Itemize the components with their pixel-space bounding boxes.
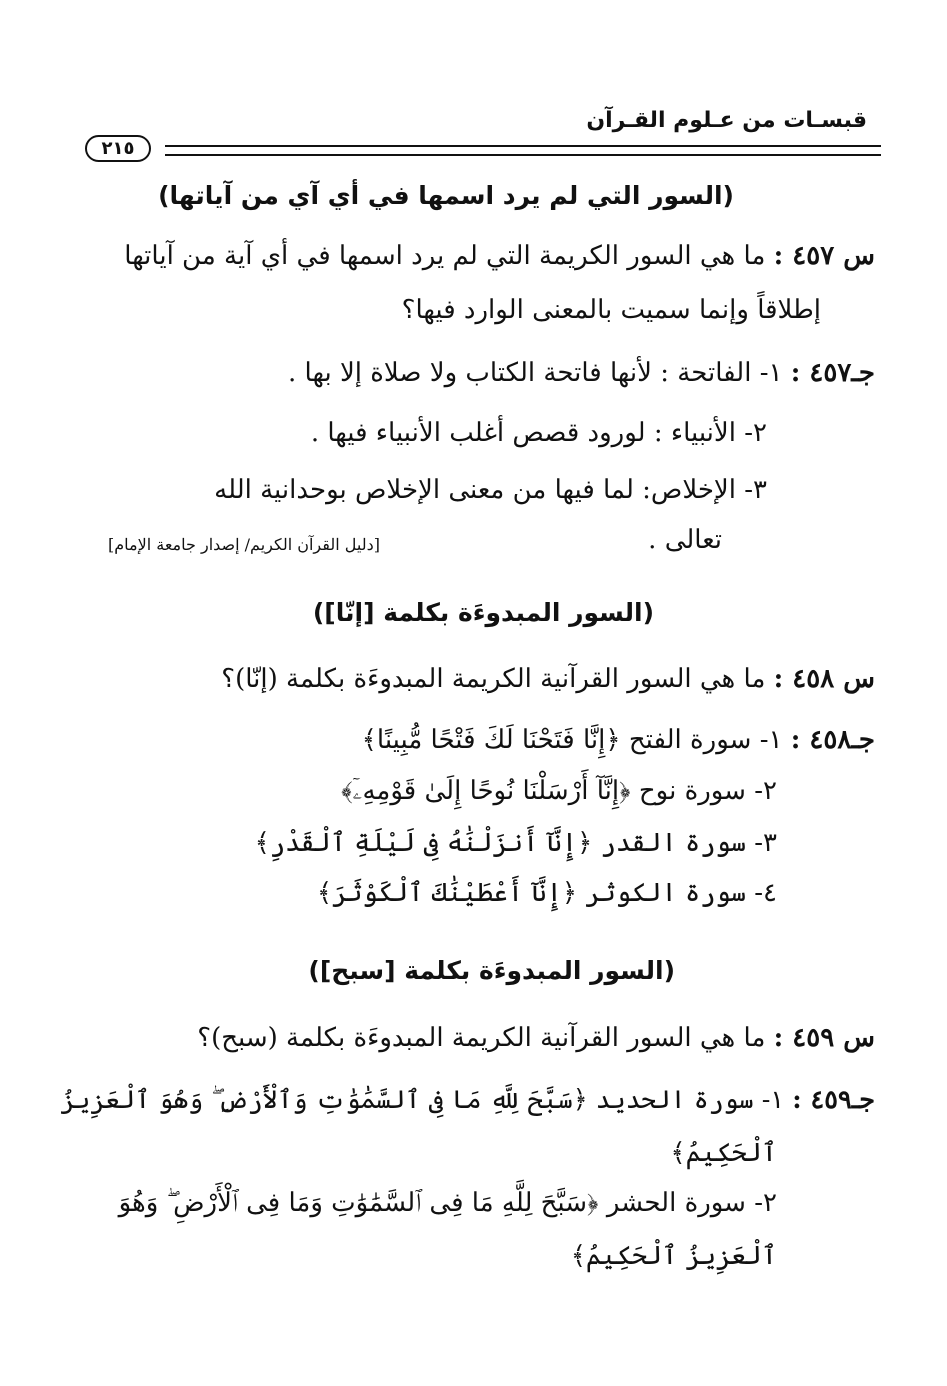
answer-line bbox=[60, 1085, 875, 1115]
answer-item-1-continued: ٱلْحَكِيمُ﴾ bbox=[670, 1138, 777, 1168]
answer-label: جـ٤٥٧ : bbox=[790, 358, 875, 388]
question-label: س ٤٥٧ : bbox=[773, 241, 875, 271]
answer-item-1: ١- سورة الحديد ﴿سَبَّحَ لِلَّهِ مَا فِى ٱلسَّمَٰوَٰتِ وَٱلْأَرْضِ ۖ وَهُوَ ٱلْعَزِيزُ bbox=[60, 1085, 785, 1115]
answer-item-3: ٣- الإخلاص: لما فيها من معنى الإخلاص بوحدانية الله bbox=[214, 475, 767, 505]
question-text: ما هي السور الكريمة التي لم يرد اسمها في أي آية من آياتها bbox=[124, 241, 766, 271]
answer-item-3: ٣- سورة القدر ﴿إِنَّآ أَنزَلْنَٰهُ فِى لَيْلَةِ ٱلْقَدْرِ﴾ bbox=[254, 828, 777, 858]
header-rule bbox=[165, 145, 881, 156]
answer-item-1: ١- سورة الفتح ﴿إِنَّا فَتَحْنَا لَكَ فَتْحًا مُّبِينًا﴾ bbox=[361, 725, 783, 755]
section-heading: (السور المبدوءَة بكلمة [سبح]) bbox=[308, 956, 675, 985]
answer-item-2: ٢- سورة نوح ﴿إِنَّآ أَرْسَلْنَا نُوحًا إِلَىٰ قَوْمِهِۦٓ﴾ bbox=[341, 776, 777, 806]
answer-item-2: ٢- سورة الحشر ﴿سَبَّحَ لِلَّهِ مَا فِى ٱلسَّمَٰوَٰتِ وَمَا فِى ٱلْأَرْضِ ۖ وَهُوَ bbox=[118, 1188, 777, 1218]
answer-label: جـ٤٥٩ : bbox=[792, 1085, 875, 1115]
source-citation: [دليل القرآن الكريم/ إصدار جامعة الإمام] bbox=[108, 535, 380, 554]
question-line bbox=[221, 666, 875, 692]
answer-item-4: ٤- سورة الكوثر ﴿إِنَّآ أَعْطَيْنَٰكَ ٱلْكَوْثَرَ﴾ bbox=[316, 878, 777, 908]
answer-item-2-continued: ٱلْعَزِيزُ ٱلْحَكِيمُ﴾ bbox=[570, 1241, 777, 1271]
answer-line bbox=[288, 360, 875, 386]
question-line bbox=[197, 1025, 875, 1051]
section-heading: (السور المبدوءَة بكلمة [إنّا]) bbox=[312, 598, 654, 627]
question-label: س ٤٥٨ : bbox=[773, 664, 875, 694]
answer-label: جـ٤٥٨ : bbox=[790, 725, 875, 755]
question-text-continued: إطلاقاً وإنما سميت بالمعنى الوارد فيها؟ bbox=[401, 295, 821, 325]
page-number: ٢١٥ bbox=[85, 135, 151, 162]
question-text: ما هي السور القرآنية الكريمة المبدوءَة بكلمة (سبح)؟ bbox=[197, 1023, 766, 1053]
answer-item-1: ١- الفاتحة : لأنها فاتحة الكتاب ولا صلاة إلا بها . bbox=[288, 358, 783, 388]
question-label: س ٤٥٩ : bbox=[773, 1023, 875, 1053]
question-line bbox=[124, 243, 875, 269]
answer-item-2: ٢- الأنبياء : لورود قصص أغلب الأنبياء فيها . bbox=[310, 418, 767, 448]
running-title: قبسـات من عـلوم القـرآن bbox=[586, 108, 867, 133]
section-heading: (السور التي لم يرد اسمها في أي آي من آياتها) bbox=[158, 181, 734, 210]
answer-line bbox=[362, 727, 875, 753]
answer-item-3-continued: تعالى . bbox=[648, 525, 722, 555]
question-text: ما هي السور القرآنية الكريمة المبدوءَة بكلمة (إنّا)؟ bbox=[221, 664, 766, 694]
